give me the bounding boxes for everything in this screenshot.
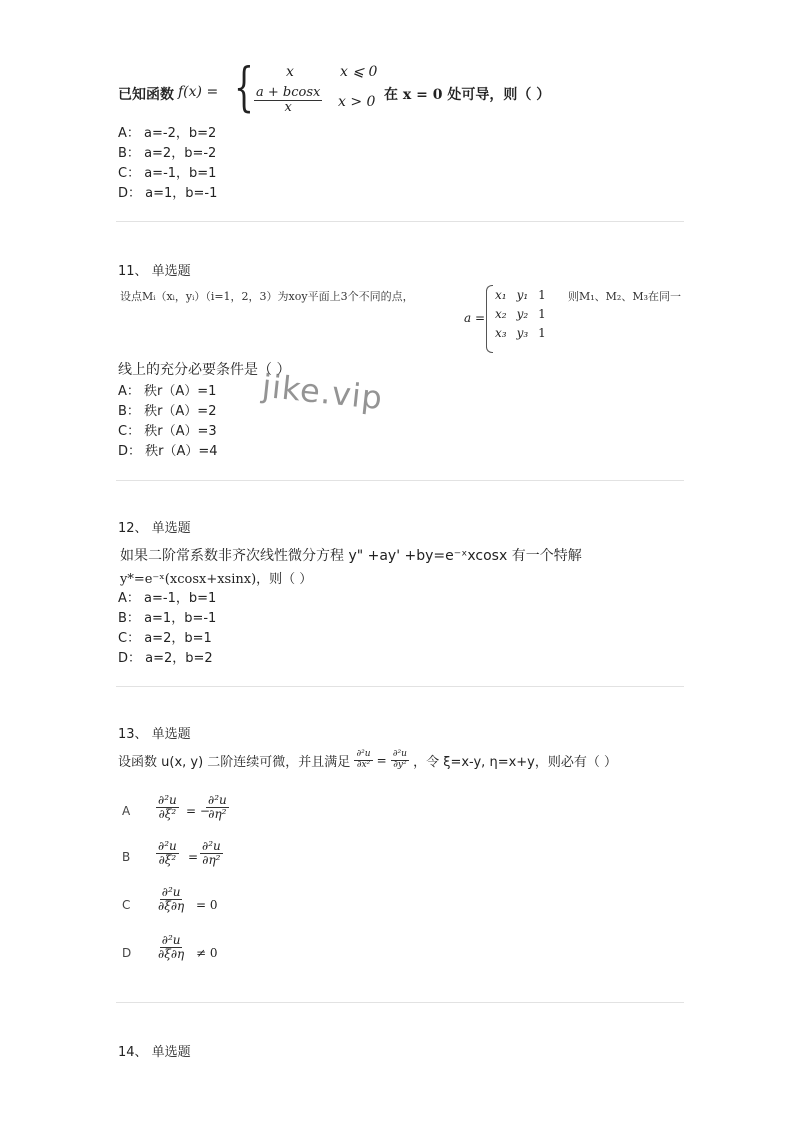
frac-den: ∂x² — [356, 759, 371, 770]
option-label: D： — [118, 651, 142, 666]
matrix-cell: x₃ — [495, 325, 507, 340]
q10-case2-num: a + bcosx — [256, 85, 321, 100]
matrix-cell: 1 — [538, 306, 546, 321]
divider — [116, 1002, 684, 1003]
q13-option-a[interactable] — [120, 792, 320, 832]
q11-option-b[interactable] — [118, 402, 218, 422]
option-label: B： — [118, 611, 140, 626]
q13-stem-suffix: ，令 ξ=x-y, η=x+y，则必有（ ） — [413, 754, 617, 770]
frac-num: ∂²u — [392, 749, 407, 759]
option-text: 秩r（A）=4 — [145, 444, 218, 459]
option-lhs — [156, 886, 186, 913]
q10-option-b[interactable] — [118, 144, 217, 164]
option-label: C： — [118, 166, 141, 181]
matrix-cell: 1 — [538, 287, 546, 302]
option-label: C — [122, 898, 131, 912]
frac-num: ∂²u — [202, 839, 221, 853]
option-op: = — [188, 850, 199, 864]
q13-stem-prefix: 设函数 u(x, y) 二阶连续可微，并且满足 — [118, 754, 351, 770]
option-text: a=1，b=-1 — [144, 611, 217, 626]
frac-num: ∂²u — [161, 885, 181, 899]
option-label: A — [122, 804, 131, 818]
q11-stem-part1: 设点Mᵢ（xᵢ，yᵢ）（i=1，2，3）为xoy平面上3个不同的点， — [120, 290, 414, 303]
q11-option-a[interactable] — [118, 382, 218, 402]
option-text: a=-1，b=1 — [144, 166, 217, 181]
matrix-cell: y₃ — [516, 325, 529, 340]
q11-stem-part2: 则M₁、M₂、M₃在同一 — [568, 290, 682, 303]
q11-stem-line2: 线上的充分必要条件是（ ） — [118, 362, 291, 378]
q11-options — [118, 382, 218, 462]
q10-options — [118, 124, 217, 204]
q10-case1-expr: x — [286, 64, 294, 80]
q11-matrix-label: a = — [464, 311, 486, 325]
q10-option-c[interactable] — [118, 164, 217, 184]
q13-stem — [118, 750, 617, 771]
q13-option-d[interactable] — [120, 932, 320, 972]
q10-stem-suffix: 在 x = 0 处可导，则（ ） — [384, 87, 551, 103]
option-text: a=2，b=1 — [144, 631, 212, 646]
divider — [116, 686, 684, 687]
q11-option-d[interactable] — [118, 442, 218, 462]
option-label: D： — [118, 186, 142, 201]
option-rhs: ≠ 0 — [196, 946, 218, 960]
q13-cond-rhs — [391, 750, 409, 771]
option-text: a=2，b=-2 — [144, 146, 217, 161]
q13-cond-eq: = — [376, 753, 387, 768]
option-text: a=-2，b=2 — [144, 126, 217, 141]
option-op: = − — [186, 804, 210, 818]
option-label: A： — [118, 591, 140, 606]
frac-num: ∂²u — [158, 839, 177, 853]
q10-brace: { — [234, 58, 254, 118]
q12-option-a[interactable] — [118, 589, 216, 609]
q13-cond-lhs — [354, 750, 372, 771]
q12-options — [118, 589, 216, 669]
frac-den: ∂y² — [393, 759, 407, 770]
q10-case2-den: x — [284, 100, 292, 116]
q12-stem-line1: 如果二阶常系数非齐次线性微分方程 y" +ay' +by=e⁻ˣxcosx 有一个特解 — [120, 548, 582, 564]
q12-option-d[interactable] — [118, 649, 216, 669]
option-label: D： — [118, 444, 142, 459]
option-label: A： — [118, 384, 140, 399]
q13-option-b[interactable] — [120, 838, 320, 878]
frac-den: ∂η² — [208, 807, 227, 822]
frac-den: ∂ξ² — [158, 853, 177, 868]
matrix-cell: 1 — [538, 325, 546, 340]
option-text: 秩r（A）=1 — [144, 384, 217, 399]
q10-option-d[interactable] — [118, 184, 217, 204]
option-text: a=2，b=2 — [145, 651, 213, 666]
option-rhs — [200, 840, 223, 867]
frac-num: ∂²u — [208, 793, 227, 807]
option-rhs: = 0 — [196, 898, 218, 912]
frac-den: ∂ξ² — [158, 807, 177, 822]
q13-option-c[interactable] — [120, 884, 320, 924]
q10-stem — [118, 58, 558, 120]
option-lhs — [156, 934, 186, 961]
option-text: 秩r（A）=2 — [144, 404, 217, 419]
frac-num: ∂²u — [356, 749, 371, 759]
option-text: a=-1，b=1 — [144, 591, 217, 606]
q11-header: 11、 单选题 — [118, 264, 191, 279]
divider — [116, 221, 684, 222]
option-lhs — [156, 794, 179, 821]
q10-func-lhs: f(x) = — [178, 84, 219, 100]
frac-den: ∂ξ∂η — [158, 899, 185, 914]
q11-option-c[interactable] — [118, 422, 218, 442]
q10-case1-cond: x ⩽ 0 — [340, 64, 378, 80]
option-text: 秩r（A）=3 — [144, 424, 217, 439]
option-lhs — [156, 840, 179, 867]
option-text: a=1，b=-1 — [145, 186, 218, 201]
q12-option-c[interactable] — [118, 629, 216, 649]
q11-matrix-block — [464, 283, 574, 355]
q12-option-b[interactable] — [118, 609, 216, 629]
q10-case2-frac — [254, 86, 322, 116]
watermark: jike.vip — [260, 366, 385, 418]
q14-header: 14、 单选题 — [118, 1045, 191, 1060]
q13-header: 13、 单选题 — [118, 727, 191, 742]
option-label: C： — [118, 631, 141, 646]
option-label: B： — [118, 146, 140, 161]
option-rhs — [206, 794, 229, 821]
option-label: B： — [118, 404, 140, 419]
option-label: A： — [118, 126, 140, 141]
frac-num: ∂²u — [158, 793, 177, 807]
q11-matrix — [490, 285, 551, 342]
q12-header: 12、 单选题 — [118, 521, 191, 536]
frac-num: ∂²u — [161, 933, 181, 947]
frac-den: ∂η² — [202, 853, 221, 868]
option-label: B — [122, 850, 131, 864]
option-label: C： — [118, 424, 141, 439]
divider — [116, 480, 684, 481]
matrix-cell: x₁ — [495, 287, 507, 302]
q10-stem-prefix: 已知函数 — [118, 87, 174, 103]
q10-option-a[interactable] — [118, 124, 217, 144]
matrix-cell: y₁ — [516, 287, 529, 302]
q10-case2-cond: x > 0 — [338, 94, 376, 110]
q12-stem-line2: y*=e⁻ˣ(xcosx+xsinx)，则（ ） — [120, 572, 313, 587]
option-label: D — [122, 946, 132, 960]
frac-den: ∂ξ∂η — [158, 947, 185, 962]
matrix-cell: y₂ — [516, 306, 529, 321]
matrix-cell: x₂ — [495, 306, 507, 321]
